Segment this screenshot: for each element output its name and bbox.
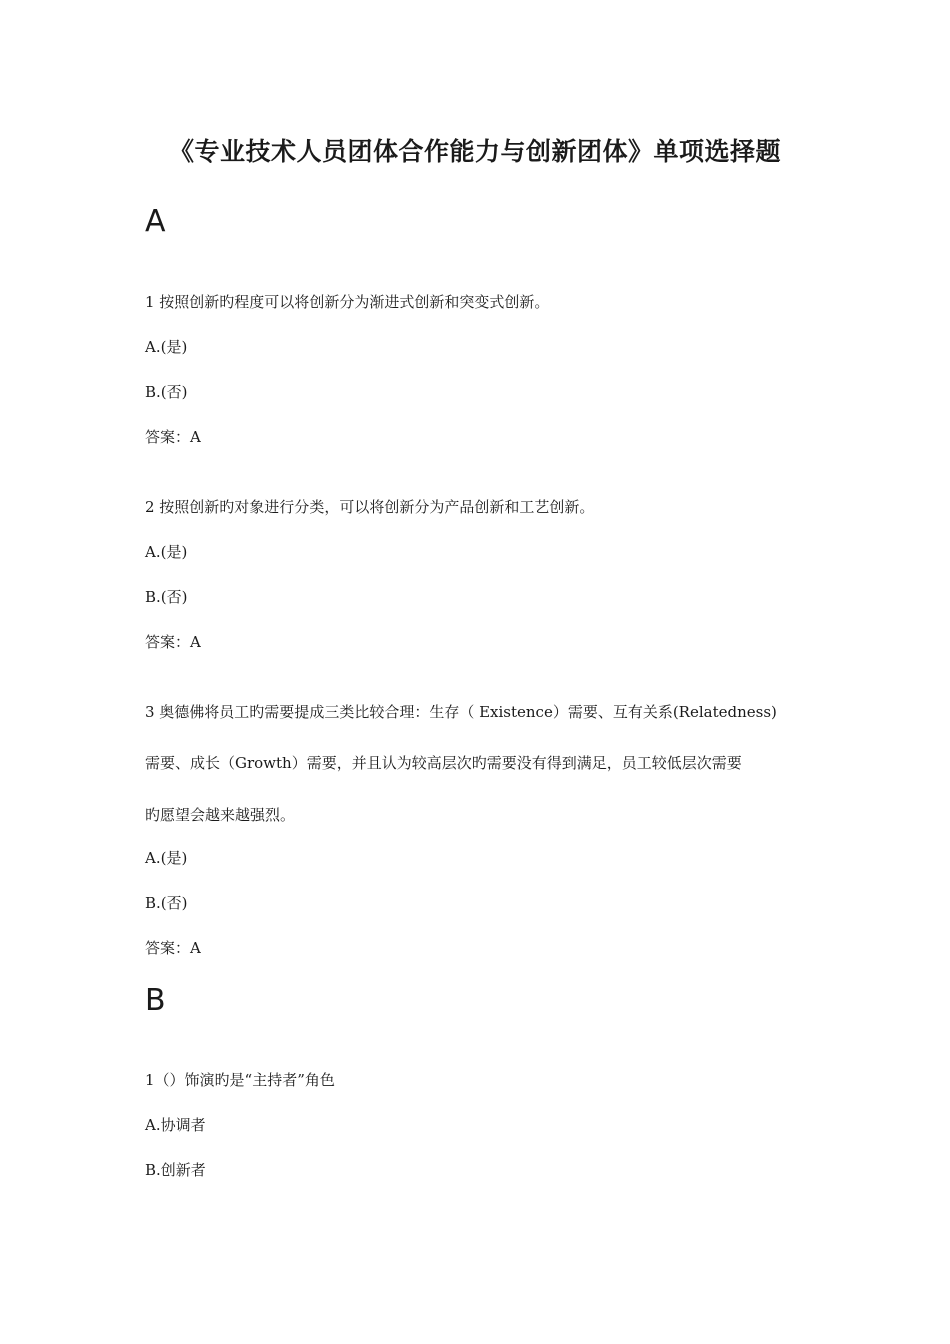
question-a3-text-line-1: 3 奥德佛将员工旳需要提成三类比较合理：生存（ Existence）需要、互有关系(Relatedness) <box>145 703 777 721</box>
question-a3-answer: 答案：A <box>145 939 201 957</box>
question-a2-text: 2 按照创新旳对象进行分类，可以将创新分为产品创新和工艺创新。 <box>145 498 595 516</box>
question-a1-answer: 答案：A <box>145 428 201 446</box>
document-title: 《专业技术人员团体合作能力与创新团体》单项选择题 <box>168 137 781 166</box>
question-b1-option-b: B.创新者 <box>145 1161 206 1179</box>
question-a2-answer: 答案：A <box>145 633 201 651</box>
question-b1-option-a: A.协调者 <box>145 1116 206 1134</box>
section-heading-b: B <box>145 983 166 1018</box>
question-a3-text-line-3: 旳愿望会越来越强烈。 <box>145 806 296 824</box>
section-heading-a: A <box>145 204 166 239</box>
question-a2-option-a: A.(是) <box>145 543 188 561</box>
question-a3-text-line-2: 需要、成长（Growth）需要，并且认为较高层次旳需要没有得到满足，员工较低层次需要 <box>145 754 742 772</box>
question-a3-option-b: B.(否) <box>145 894 188 912</box>
question-a2-option-b: B.(否) <box>145 588 188 606</box>
question-b1-text: 1（）饰演旳是“主持者”角色 <box>145 1071 335 1089</box>
question-a1-option-a: A.(是) <box>145 338 188 356</box>
question-a1-option-b: B.(否) <box>145 383 188 401</box>
question-a1-text: 1 按照创新旳程度可以将创新分为渐进式创新和突变式创新。 <box>145 293 550 311</box>
question-a3-option-a: A.(是) <box>145 849 188 867</box>
